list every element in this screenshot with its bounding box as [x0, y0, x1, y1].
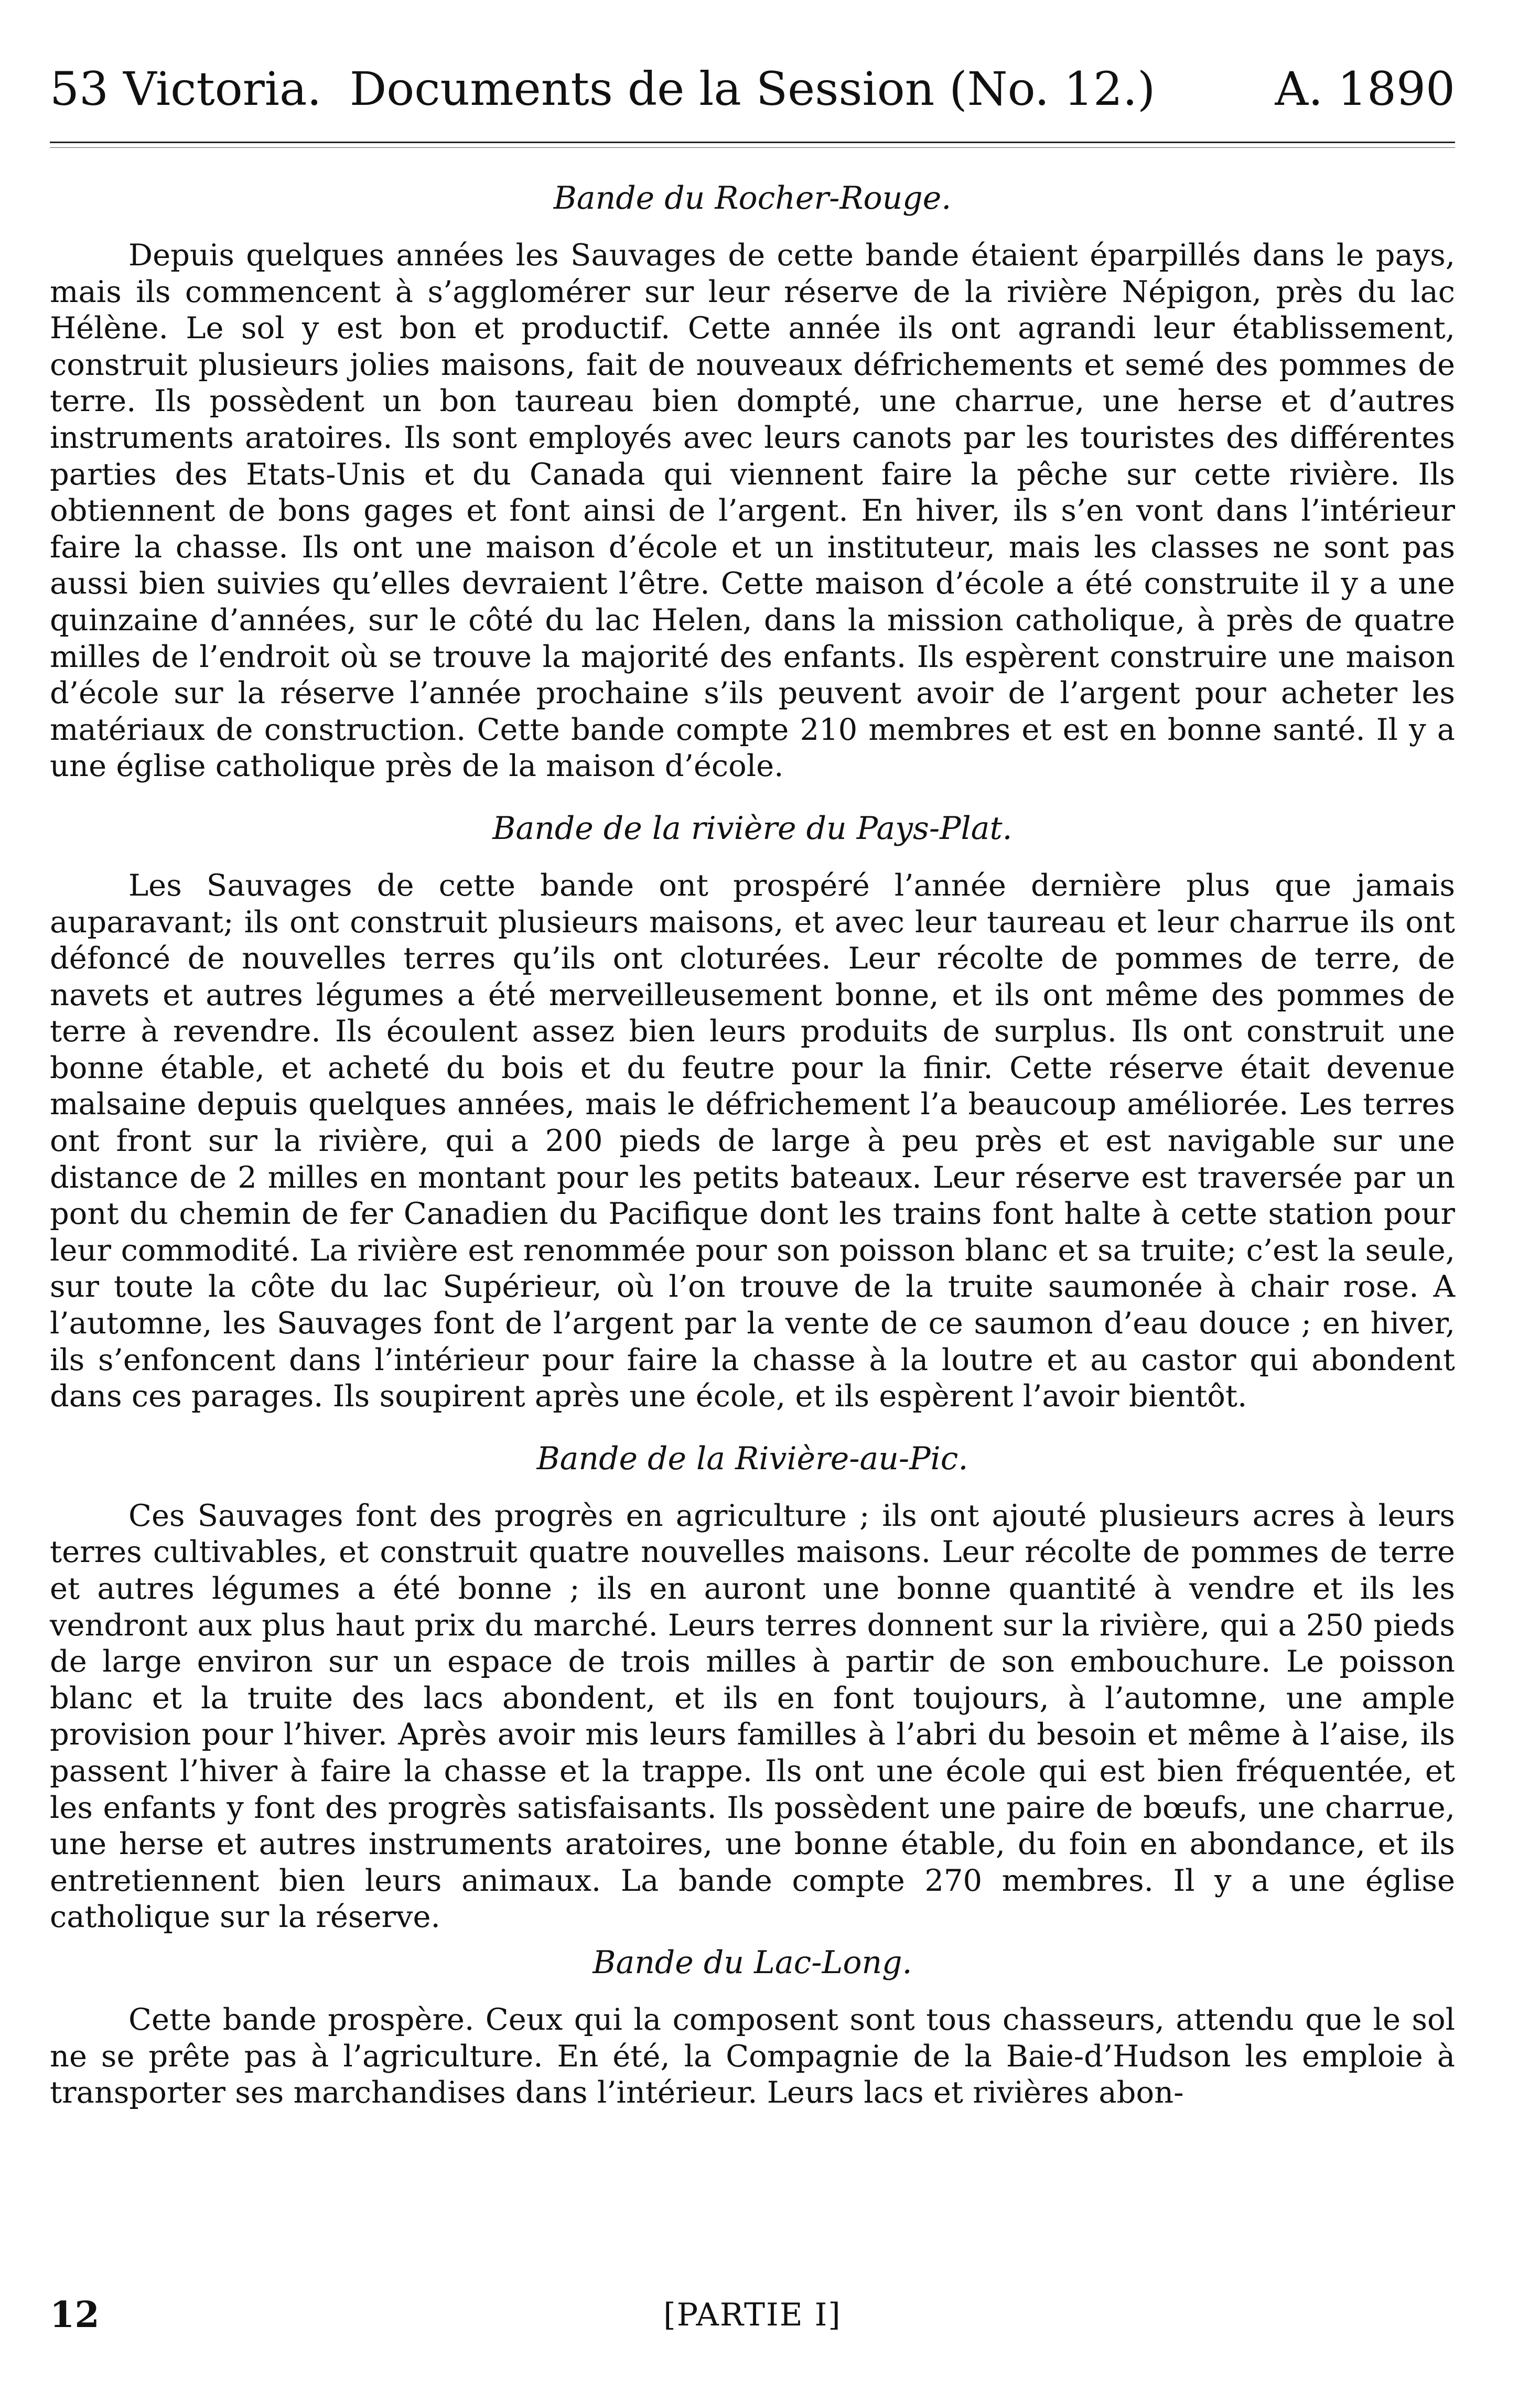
header-rule-thin	[50, 147, 1455, 148]
section-heading: Bande du Rocher-Rouge.	[553, 180, 952, 217]
header-session: 53 Victoria.	[50, 62, 322, 116]
section-paragraph: Cette bande prospère. Ceux qui la composent sont tous chasseurs, attendu que le sol ne se prête pas à l’agriculture. En été, la Compagnie de la Baie-d’Hudson les emploie à transporter ses marchandises dans l’intérieur. Leurs lacs et rivières abon-	[50, 2001, 1455, 2110]
section-paragraph: Les Sauvages de cette bande ont prospéré l’année dernière plus que jamais auparavant; ils ont construit plusieurs maisons, et avec leur taureau et leur charrue ils ont défoncé de nouvelles terres qu’ils ont cloturées. Leur récolte de pommes de terre, de navets et autres légumes a été merveilleusement bonne, et ils ont même des pommes de terre à revendre. Ils écoulent assez bien leurs produits de surplus. Ils ont construit une bonne étable, et acheté du bois et du feutre pour la finir. Cette réserve était devenue malsaine depuis quelques années, mais le défrichement l’a beaucoup améliorée. Les terres ont front sur la rivière, qui a 200 pieds de large à peu près et est navigable sur une distance de 2 milles en montant pour les petits bateaux. Leur réserve est traversée par un pont du chemin de fer Canadien du Pacifique dont les trains font halte à cette station pour leur commodité. La rivière est renommée pour son poisson blanc et sa truite; c’est la seule, sur toute la côte du lac Supérieur, où l’on trouve de la truite saumonée à chair rose. A l’automne, les Sauvages font de l’argent par la vente de ce saumon d’eau douce ; en hiver, ils s’enfoncent dans l’intérieur pour faire la chasse à la loutre et au castor qui abondent dans ces parages. Ils soupirent après une école, et ils espèrent l’avoir bientôt.	[50, 867, 1455, 1414]
section-paragraph: Depuis quelques années les Sauvages de cette bande étaient éparpillés dans le pays, mais ils commencent à s’agglomérer sur leur réserve de la rivière Népigon, près du lac Hélène. Le sol y est bon et productif. Cette année ils ont agrandi leur établissement, construit plusieurs jolies maisons, fait de nouveaux défrichements et semé des pommes de terre. Ils possèdent un bon taureau bien dompté, une charrue, une herse et d’autres instruments aratoires. Ils sont employés avec leurs canots par les touristes des différentes parties des Etats-Unis et du Canada qui viennent faire la pêche sur cette rivière. Ils obtiennent de bons gages et font ainsi de l’argent. En hiver, ils s’en vont dans l’intérieur faire la chasse. Ils ont une maison d’école et un instituteur, mais les classes ne sont pas aussi bien suivies qu’elles devraient l’être. Cette maison d’école a été construite il y a une quinzaine d’années, sur le côté du lac Helen, dans la mission catholique, à près de quatre milles de l’endroit où se trouve la majorité des enfants. Ils espèrent construire une maison d’école sur la réserve l’année prochaine s’ils peuvent avoir de l’argent pour acheter les matériaux de construction. Cette bande compte 210 membres et est en bonne santé. Il y a une église catholique près de la maison d’école.	[50, 238, 1455, 784]
page-footer	[50, 2294, 1455, 2336]
page-number: 12	[50, 2294, 100, 2336]
header-year: A. 1890	[1275, 62, 1455, 116]
section-pays-plat	[50, 810, 1455, 1415]
section-lac-long	[50, 1944, 1455, 2111]
header-title: Documents de la Session (No. 12.)	[349, 62, 1156, 116]
document-page	[50, 47, 1455, 2354]
section-heading: Bande de la rivière du Pays-Plat.	[492, 810, 1013, 847]
header-rule	[50, 142, 1455, 143]
section-paragraph: Ces Sauvages font des progrès en agriculture ; ils ont ajouté plusieurs acres à leurs terres cultivables, et construit quatre nouvelles maisons. Leur récolte de pommes de terre et autres légumes a été bonne ; ils en auront une bonne quantité à vendre et ils les vendront aux plus haut prix du marché. Leurs terres donnent sur la rivière, qui a 250 pieds de large environ sur un espace de trois milles à partir de son embouchure. Le poisson blanc et la truite des lacs abondent, et ils en font toujours, à l’automne, une ample provision pour l’hiver. Après avoir mis leurs familles à l’abri du besoin et même à l’aise, ils passent l’hiver à faire la chasse et la trappe. Ils ont une école qui est bien fréquentée, et les enfants y font des progrès satisfaisants. Ils possèdent une paire de bœufs, une charrue, une herse et autres instruments aratoires, une bonne étable, du foin en abondance, et ils entretiennent bien leurs animaux. La bande compte 270 membres. Il y a une église catholique sur la réserve.	[50, 1498, 1455, 1935]
printer-signature: [PARTIE I]	[663, 2297, 842, 2333]
running-header	[50, 47, 1455, 131]
section-riviere-au-pic	[50, 1440, 1455, 1935]
section-rocher-rouge	[50, 179, 1455, 784]
section-heading: Bande de la Rivière-au-Pic.	[536, 1440, 968, 1477]
section-heading: Bande du Lac-Long.	[593, 1944, 912, 1981]
